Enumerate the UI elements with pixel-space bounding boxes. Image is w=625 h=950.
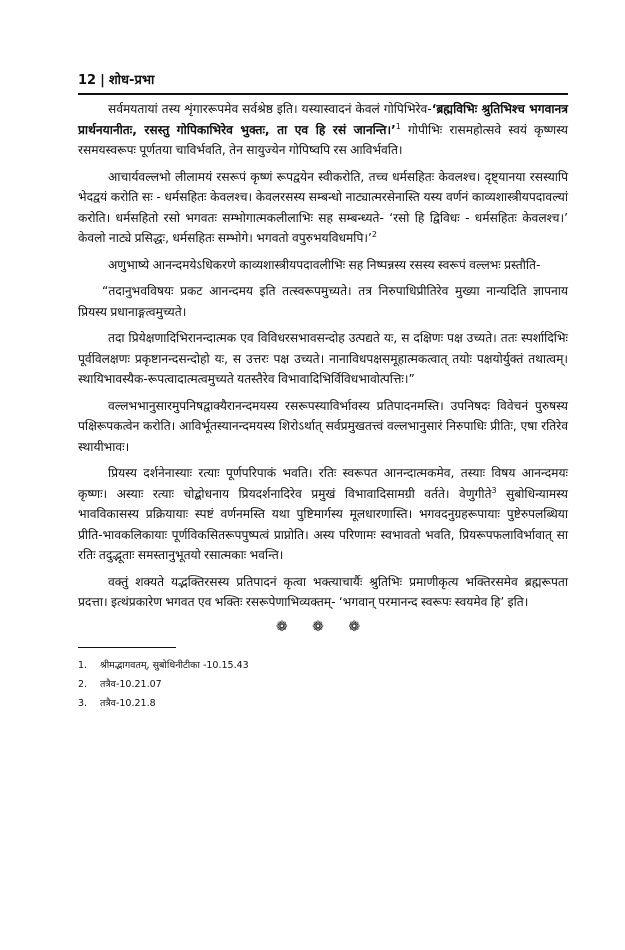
- header-separator: |: [100, 73, 105, 88]
- paragraph-2-text: आचार्यवल्लभो लीलामयं रसरूपं कृष्णं रूपद्वयेन स्वीकरोति, तच्च धर्मसहितः केवलश्च। दृष्ट्यानया रसस्यापि भेदद्वयं करोति सः - धर्मसहितः केवलश्च। केवलरसस्य सम्बन्धो नाट्यात्मरसेनास्ति यस्य वर्णनं काव्यशास्त्रीयपदावल्यां करोति। धर्मसहितो रसो भगवतः सम्भोगात्मकलीलाभिः सह सम्बन्ध्यते- ‘रसो हि द्विविधः - धर्मसहितः केवलश्च।’ केवलो नाट्ये प्रसिद्धः, धर्मसहितः सम्भोगे। भगवतो वपुरुभयविधमपि।’: [78, 169, 568, 245]
- quote-paragraph-1: [78, 281, 568, 322]
- footnote-text: श्रीमद्भागवतम्, सुबोधिनीटीका -10.15.43: [100, 659, 249, 671]
- footnote-number: 1.: [78, 659, 88, 671]
- paragraph-7-text-cont: सुबोधिन्यामस्य भावविकासस्य प्रक्रियायाः स्पष्टं वर्णनमस्ति यथा पुष्टिमार्गस्य मूलधारणास्ति। भगवदनुग्रहरूपायाः पुष्टेरुपलब्धिया प्रीति-भावकलिकायाः पूर्णविकसितरूपपुष्पत्वं प्राप्नोति। अस्य परिणामः स्वभावतो भवति, प्रियरूपफलाविर्भावात् सा रतिः तदुद्भूताः समस्तानुभूतयो रसात्मकाः भवन्ति।: [78, 486, 568, 562]
- paragraph-1: [78, 99, 568, 161]
- journal-title: शोध-प्रभा: [108, 73, 155, 88]
- footnote-2: [78, 675, 568, 694]
- bold-quotation: ‘ब्रह्मविभिः श्रुतिभिश्च भगवानत्र प्रार्थनयानीतः, रसस्तु गोपिकाभिरेव भुक्तः, ता एव हि रसं जानन्ति।’: [78, 102, 569, 137]
- footnote-text: तत्रैव-10.21.07: [100, 678, 162, 690]
- footnote-rule: [78, 647, 176, 648]
- paragraph-3-text: अणुभाष्ये आनन्दमयेऽधिकरणे काव्यशास्त्रीयपदावलीभिः सह निष्पन्नस्य रसस्य स्वरूपं वल्लभः प्रस्तौति-: [108, 257, 541, 272]
- paragraph-8: [78, 572, 568, 613]
- paragraph-6-text: वल्लभभानुसारमुपनिषद्वाक्यैरानन्दमयस्य रसरूपस्याविर्भावस्य प्रतिपादनमस्ति। उपनिषदः विवेचनं पुरुषस्य पक्षिरूपकत्वेन करोति। आविर्भूतस्यानन्दमयस्य शिरोऽर्थात् सर्वप्रमुखतत्त्वं वल्लभानुसारं निरुपाधिः प्रीतिः, एषा रतिरेव स्थायीभावः।: [78, 398, 568, 454]
- running-header: [78, 70, 569, 87]
- paragraph-1-text: सर्वमयतायां तस्य शृंगाररूपमेव सर्वश्रेष्ठ इति। यस्यास्वादनं केवलं गोपिभिरेव-: [108, 102, 432, 116]
- page-number: 12: [78, 73, 97, 88]
- footnote-ref-3: 3: [491, 485, 497, 495]
- footnote-ref-1: 1: [395, 121, 401, 131]
- header-rule: [78, 93, 568, 95]
- footnote-number: 3.: [78, 697, 88, 709]
- paragraph-2: [78, 167, 568, 249]
- quote-1-text: “तदानुभवविषयः प्रकट आनन्दमय इति तत्स्वरूपमुच्यते। तत्र निरुपाधिप्रीतिरेव मुख्या नान्यदिति ज्ञापनाय प्रियस्य प्रधानाङ्गत्वमुच्यते।: [78, 284, 568, 319]
- paragraph-1-text-cont: गोपीभिः रासमहोत्सवे स्वयं कृष्णस्य रसमयस्वरूपः पूर्णतया चाविर्भवति, तेन सायुज्येन गोपिष्वपि रस आविर्भवति।: [78, 122, 568, 157]
- footnote-1: [78, 656, 568, 675]
- footnote-3: [78, 694, 568, 713]
- footnote-number: 2.: [78, 678, 88, 690]
- body-text: [78, 99, 568, 713]
- paragraph-7: [78, 463, 568, 566]
- footnote-ref-2: 2: [371, 229, 377, 239]
- paragraph-3: [78, 255, 568, 276]
- quote-2-text: तदा प्रियेक्षणादिभिरानन्दात्मक एव विविधरसभावसन्दोह उत्पद्यते यः, स दक्षिणः पक्ष उच्यते। ततः स्पर्शादिभिः पूर्वविलक्षणः प्रकृष्टानन्दसन्दोहो यः, स उत्तरः पक्ष उच्यते। नानाविधपक्षसमूहात्मकत्वात् तयोः पक्षयोर्युक्तं तथात्वम्। स्थायिभावस्यैक-रूपत्वादात्मत्वमुच्यते यतस्तैरेव विभावादिभिर्विविधभावोत्पत्तिः।”: [78, 331, 568, 386]
- section-ornament: ❁ ❁ ❁: [275, 618, 371, 635]
- paragraph-6: [78, 396, 568, 458]
- paragraph-7-text: प्रियस्य दर्शनेनास्याः रत्याः पूर्णपरिपाकं भवति। रतिः स्वरूपत आनन्दात्मकमेव, तस्याः विषय आनन्दमयः कृष्णः। अस्याः रत्याः चोद्बोधनाय प्रियदर्शनादिरेव प्रमुखं विभावादिसामग्री वर्तते। वेणुगीते: [78, 466, 568, 501]
- footnote-text: तत्रैव-10.21.8: [100, 697, 156, 709]
- quote-paragraph-2: [78, 328, 568, 390]
- paragraph-8-text: वक्तुं शक्यते यद्भक्तिरसस्य प्रतिपादनं कृत्वा भक्त्याचार्यैः श्रुतिभिः प्रमाणीकृत्य भक्तिरसमेव ब्रह्मरूपता प्रदत्ता। इत्थंप्रकारेण भगवत एव भक्तिः रसरूपेणाभिव्यक्तम्- ‘भगवान् परमानन्द स्वरूपः स्वयमेव हि’ इति।: [78, 574, 568, 609]
